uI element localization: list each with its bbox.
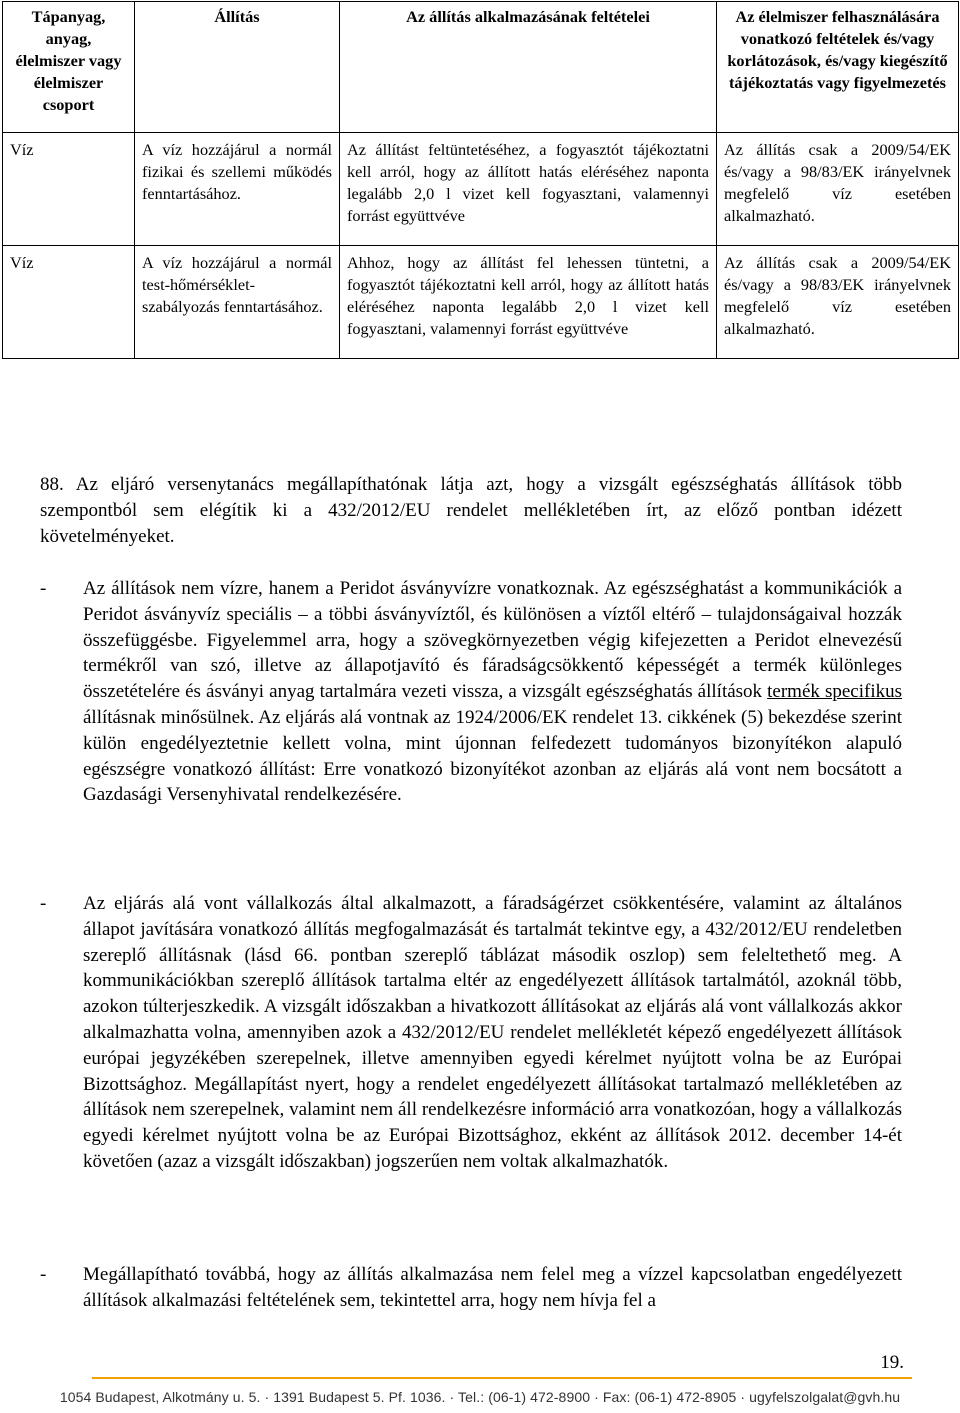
bullet-item	[40, 891, 902, 1175]
bullet-text: Az eljárás alá vont vállalkozás által alkalmazott, a fáradságérzet csökkentésére, valamint az általános állapot javítására vonatkozó állítás megfogalmazását és tartalmát tekintve egy, a 432/2012/EU rendeletben szereplő állításnak (lásd 66. pontban szereplő táblázat második oszlop) sem feleltethető meg. A kommunikációkban szereplő állítások tartalma eltér az engedélyezett állítások tartalmától, azoknál több, azokon túlterjeszkedik. A vizsgált időszakban a hivatkozott állításokat az eljárás alá vont vállalkozás akkor alkalmazhatta volna, amennyiben azok a 432/2012/EU rendelet mellékletét képező engedélyezett állítások európai jegyzékében szerepelnek, illetve amennyiben egyedi kérelmet nyújtott volna be az Európai Bizottsághoz. Megállapítást nyert, hogy a rendelet engedélyezett állításokat tartalmazó mellékletében az állítások nem szerepelnek, valamint nem áll rendelkezésre információ arra vonatkozóan, hogy a vállalkozás egyedi kérelmet nyújtott volna be az Európai Bizottsághoz, ekként az állítások 2012. december 14-ét követően (azaz a vizsgált időszakban) jogszerűen nem voltak alkalmazhatók.	[83, 893, 902, 1172]
page-number: 19.	[880, 1352, 904, 1373]
header-conditions: Az állítás alkalmazásának feltételei	[340, 2, 717, 133]
bullet-dash: -	[40, 578, 47, 599]
bullet-dash: -	[40, 893, 47, 914]
paragraph-text: Az eljáró versenytanács megállapíthatónak látja azt, hogy a vizsgált egészséghatás állítások több szempontból sem elégítik ki a 432/2012/EU rendelet mellékletében írt, az előző pontban idézett követelményeket.	[40, 474, 902, 547]
bullet-text-part: Az állítások nem vízre, hanem a Peridot ásványvízre vonatkoznak. Az egészséghatást a kommunikációk a Peridot ásványvíz speciális – a többi ásványvíztől, és különösen a víztől eltérő – tulajdonságaival hozzák összefüggésbe. Figyelemmel arra, hogy a szövegkörnyezetben végig kifejezetten a Peridot elnevezésű termékről van szó, illetve az állapotjavító és fáradságcsökkentő képességét a termék különleges összetételére és ásványi anyag tartalmára vezeti vissza, a vizsgált egészséghatás állítások	[83, 578, 902, 703]
cell-conditions: Ahhoz, hogy az állítást fel lehessen tüntetni, a fogyasztót tájékoztatni kell arról, hogy az állított hatás eléréséhez naponta legalább 2,0 l vizet kell fogyasztani, valamennyi forrást együttvéve	[340, 246, 717, 359]
cell-conditions: Az állítást feltüntetéséhez, a fogyasztót tájékoztatni kell arról, hogy az állított hatás eléréséhez naponta legalább 2,0 l vizet kell fogyasztani, valamennyi forrást együttvéve	[340, 133, 717, 246]
bullet-item	[40, 576, 902, 808]
claims-table	[2, 1, 959, 359]
paragraph-number: 88.	[40, 474, 64, 495]
cell-restrictions: Az állítás csak a 2009/54/EK és/vagy a 98/83/EK irányelvnek megfelelő víz esetében alkalmazható.	[717, 133, 959, 246]
underlined-term: termék specifikus	[767, 681, 902, 703]
cell-claim: A víz hozzájárul a normál fizikai és szellemi működés fenntartásához.	[135, 133, 340, 246]
header-restrictions: Az élelmiszer felhasználására vonatkozó feltételek és/vagy korlátozások, és/vagy kiegészítő tájékoztatás vagy figyelmezetés	[717, 2, 959, 133]
header-claim: Állítás	[135, 2, 340, 133]
table-header-row	[3, 2, 959, 133]
paragraph-88	[40, 472, 902, 549]
cell-claim: A víz hozzájárul a normál test-hőmérséklet-szabályozás fenntartásához.	[135, 246, 340, 359]
table-row	[3, 246, 959, 359]
table-row	[3, 133, 959, 246]
cell-substance: Víz	[3, 246, 135, 359]
bullet-text-part: állításnak minősülnek. Az eljárás alá vontnak az 1924/2006/EK rendelet 13. cikkének (5) bekezdése szerint külön engedélyeztetnie kellett volna, mint újonnan felfedezett tudományos bizonyítékon alapuló egészségre vonatkozó állítást: Erre vonatkozó bizonyítékot azonban az eljárás alá vont nem bocsátott a Gazdasági Versenyhivatal rendelkezésére.	[83, 706, 902, 806]
bullet-text: Megállapítható továbbá, hogy az állítás alkalmazása nem felel meg a vízzel kapcsolatban engedélyezett állítások alkalmazási feltételének sem, tekintettel arra, hogy nem hívja fel a	[83, 1264, 902, 1311]
bullet-text	[83, 576, 902, 808]
footer-divider	[92, 1377, 912, 1379]
bullet-item	[40, 1262, 902, 1314]
bullet-dash: -	[40, 1264, 47, 1285]
cell-substance: Víz	[3, 133, 135, 246]
footer-address: 1054 Budapest, Alkotmány u. 5. · 1391 Budapest 5. Pf. 1036. · Tel.: (06-1) 472-8900 · Fax: (06-1) 472-8905 · ugyfelszolgalat@gvh.hu	[59, 1389, 901, 1405]
cell-restrictions: Az állítás csak a 2009/54/EK és/vagy a 98/83/EK irányelvnek megfelelő víz esetében alkalmazható.	[717, 246, 959, 359]
header-substance: Tápanyag, anyag, élelmiszer vagy élelmiszer csoport	[3, 2, 135, 133]
